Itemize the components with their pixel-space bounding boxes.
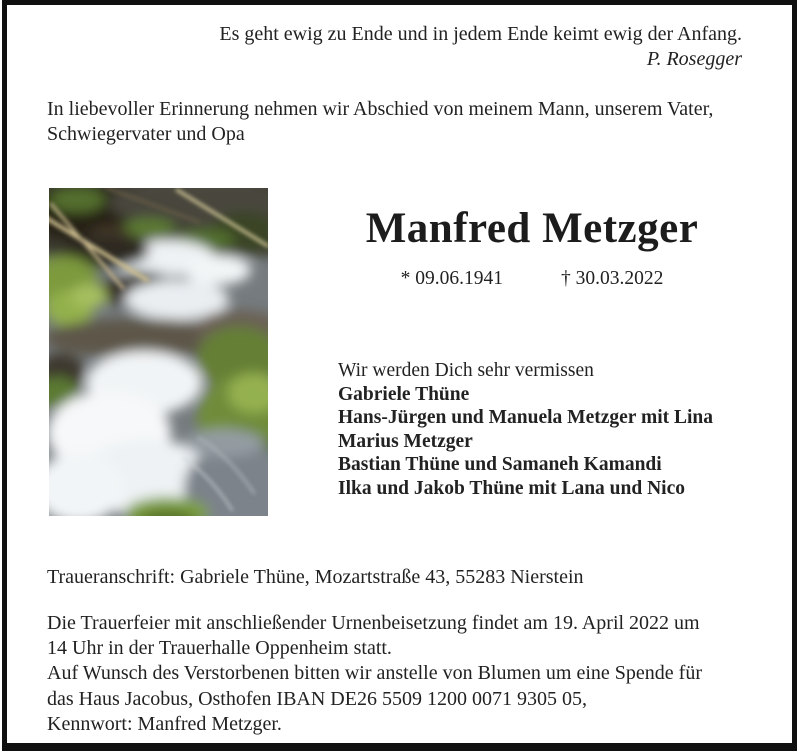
birth-date: * 09.06.1941 xyxy=(400,268,503,289)
stream-photo-art xyxy=(49,188,268,516)
mourner-name: Hans-Jürgen und Manuela Metzger mit Lina xyxy=(338,407,714,428)
mourner-name: Bastian Thüne und Samaneh Kamandi xyxy=(338,454,662,475)
detail-line: Kennwort: Manfred Metzger. xyxy=(47,712,282,735)
mourner-name: Gabriele Thüne xyxy=(338,383,470,405)
deceased-block xyxy=(326,204,738,290)
service-details xyxy=(47,611,702,737)
detail-line: das Haus Jacobus, Osthofen IBAN DE26 5509 1200 0071 9305 05, xyxy=(47,687,587,710)
life-dates xyxy=(326,268,738,290)
death-date: † 30.03.2022 xyxy=(561,268,664,289)
mourning-family-block xyxy=(338,359,713,500)
mourning-address: Traueranschrift: Gabriele Thüne, Mozartstraße 43, 55283 Nierstein xyxy=(47,566,584,588)
mourning-lead: Wir werden Dich sehr vermissen xyxy=(338,360,594,381)
intro-line: Schwiegervater und Opa xyxy=(47,123,245,145)
detail-line: Auf Wunsch des Verstorbenen bitten wir anstelle von Blumen um eine Spende für xyxy=(47,662,702,685)
quote-text: Es geht ewig zu Ende und in jedem Ende keimt ewig der Anfang. xyxy=(219,23,742,45)
intro-text xyxy=(47,97,713,147)
detail-line: 14 Uhr in der Trauerhalle Oppenheim statt. xyxy=(47,637,392,660)
opening-quote xyxy=(219,22,742,72)
quote-attribution: P. Rosegger xyxy=(646,48,742,70)
memorial-stream-photo xyxy=(49,188,268,516)
intro-line: In liebevoller Erinnerung nehmen wir Abschied von meinem Mann, unserem Vater, xyxy=(47,98,714,120)
detail-line: Die Trauerfeier mit anschließender Urnenbeisetzung findet am 19. April 2022 um xyxy=(47,612,700,634)
deceased-name: Manfred Metzger xyxy=(365,205,699,252)
mourner-name: Marius Metzger xyxy=(338,430,473,452)
mourner-name: Ilka und Jakob Thüne mit Lana und Nico xyxy=(338,477,685,499)
